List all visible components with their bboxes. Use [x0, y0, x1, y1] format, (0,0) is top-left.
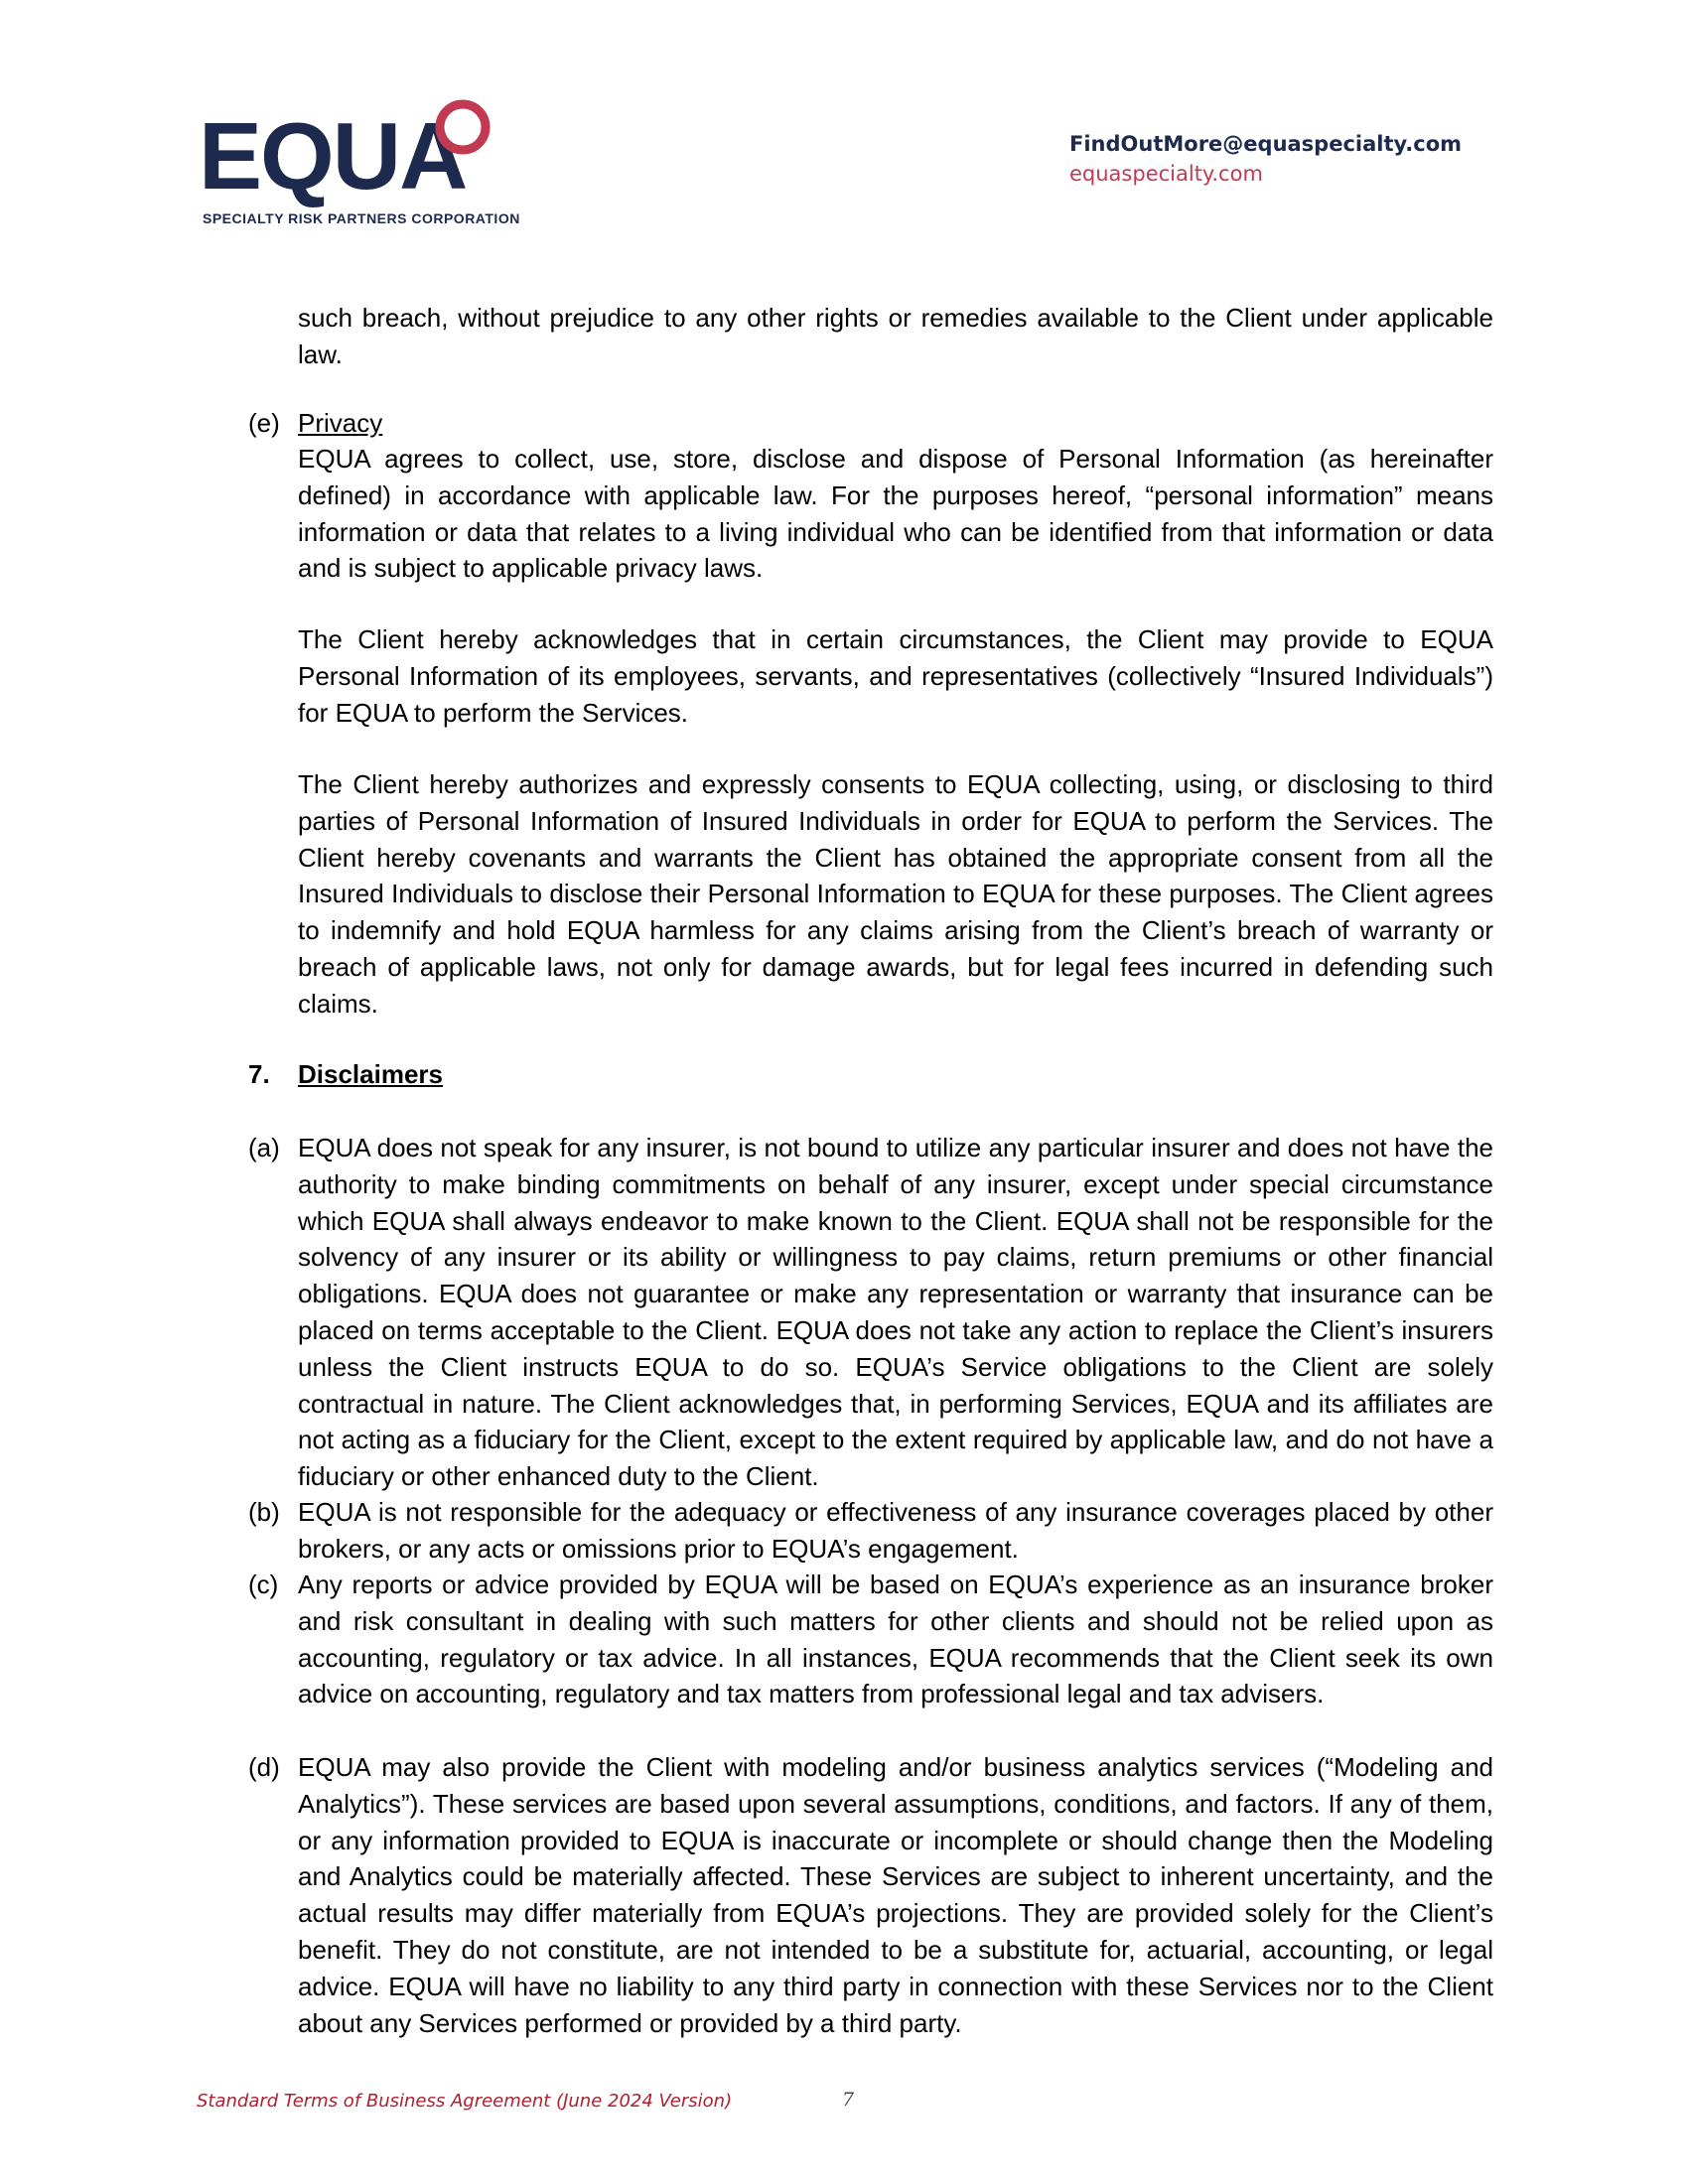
logo-tagline: SPECIALTY RISK PARTNERS CORPORATION — [203, 210, 520, 226]
disclaimer-d-text: EQUA may also provide the Client with modeling and/or business analytics services (“Modeling and Analytics”). These services are based upon several assumptions, conditions, and factors. If any of them, or any information provided to EQUA is inaccurate or incomplete or should change then the Modeling and Analytics could be materially affected. These Services are subject to inherent uncertainty, and the actual results may differ materially from EQUA’s projections. They are provided solely for the Client’s benefit. They do not constitute, are not intended to be a substitute for, actuarial, accounting, or legal advice. EQUA will have no liability to any third party in connection with these Services nor to the Client about any Services performed or provided by a third party. — [298, 1752, 1493, 2038]
continuation-paragraph: such breach, without prejudice to any other rights or remedies available to the Client under applicable law. — [298, 303, 1493, 369]
contact-email-link[interactable]: FindOutMore@equaspecialty.com — [1069, 132, 1463, 156]
disclaimer-c-marker: (c) — [248, 1570, 279, 1599]
logo-wordmark: EQUA — [199, 103, 467, 209]
section-e-title: Privacy — [298, 408, 383, 438]
logo-ring-icon — [433, 97, 492, 157]
footer-page-number: 7 — [842, 2089, 855, 2111]
disclaimer-d-marker: (d) — [248, 1752, 280, 1782]
disclaimer-c-text: Any reports or advice provided by EQUA will be based on EQUA’s experience as an insurance broker and risk consultant in dealing with such matters for other clients and should not be relied upon as accounting, regulatory or tax advice. In all instances, EQUA recommends that the Client seek its own advice on accounting, regulatory and tax matters from professional legal and tax advisers. — [298, 1570, 1493, 1709]
privacy-paragraph-1: EQUA agrees to collect, use, store, disclose and dispose of Personal Information (as hereinafter defined) in accordance with applicable law. For the purposes hereof, “personal information” means information or data that relates to a living individual who can be identified from that information or data and is subject to applicable privacy laws. — [298, 444, 1493, 584]
section-7-title: Disclaimers — [298, 1059, 443, 1089]
disclaimer-b-marker: (b) — [248, 1497, 280, 1527]
equa-logo — [199, 91, 520, 230]
section-e-marker: (e) — [248, 408, 280, 438]
section-7-number: 7. — [248, 1059, 270, 1089]
privacy-paragraph-2: The Client hereby acknowledges that in certain circumstances, the Client may provide to EQUA Personal Information of its employees, servants, and representatives (collectively “Insured Individuals”) for EQUA to perform the Services. — [298, 624, 1493, 728]
disclaimer-a-marker: (a) — [248, 1133, 280, 1162]
disclaimer-a-text: EQUA does not speak for any insurer, is not bound to utilize any particular insurer and does not have the authority to make binding commitments on behalf of any insurer, except under special circumstance which EQUA shall always endeavor to make known to the Client. EQUA shall not be responsible for the solvency of any insurer or its ability or willingness to pay claims, return premiums or other financial obligations. EQUA does not guarantee or make any representation or warranty that insurance can be placed on terms acceptable to the Client. EQUA does not take any action to replace the Client’s insurers unless the Client instructs EQUA to do so. EQUA’s Service obligations to the Client are solely contractual in nature. The Client acknowledges that, in performing Services, EQUA and its affiliates are not acting as a fiduciary for the Client, except to the extent required by applicable law, and do not have a fiduciary or other enhanced duty to the Client. — [298, 1133, 1493, 1492]
disclaimer-b-text: EQUA is not responsible for the adequacy or effectiveness of any insurance coverages placed by other brokers, or any acts or omissions prior to EQUA’s engagement. — [298, 1497, 1493, 1564]
header-contact — [1069, 129, 1462, 189]
footer-document-title: Standard Terms of Business Agreement (June 2024 Version) — [197, 2091, 733, 2112]
contact-website-link[interactable]: equaspecialty.com — [1069, 162, 1263, 186]
privacy-paragraph-3: The Client hereby authorizes and expressly consents to EQUA collecting, using, or disclosing to third parties of Personal Information of Insured Individuals in order for EQUA to perform the Services. The Client hereby covenants and warrants the Client has obtained the appropriate consent from all the Insured Individuals to disclose their Personal Information to EQUA for these purposes. The Client agrees to indemnify and hold EQUA harmless for any claims arising from the Client’s breach of warranty or breach of applicable laws, not only for damage awards, but for legal fees incurred in defending such claims. — [298, 769, 1493, 1019]
